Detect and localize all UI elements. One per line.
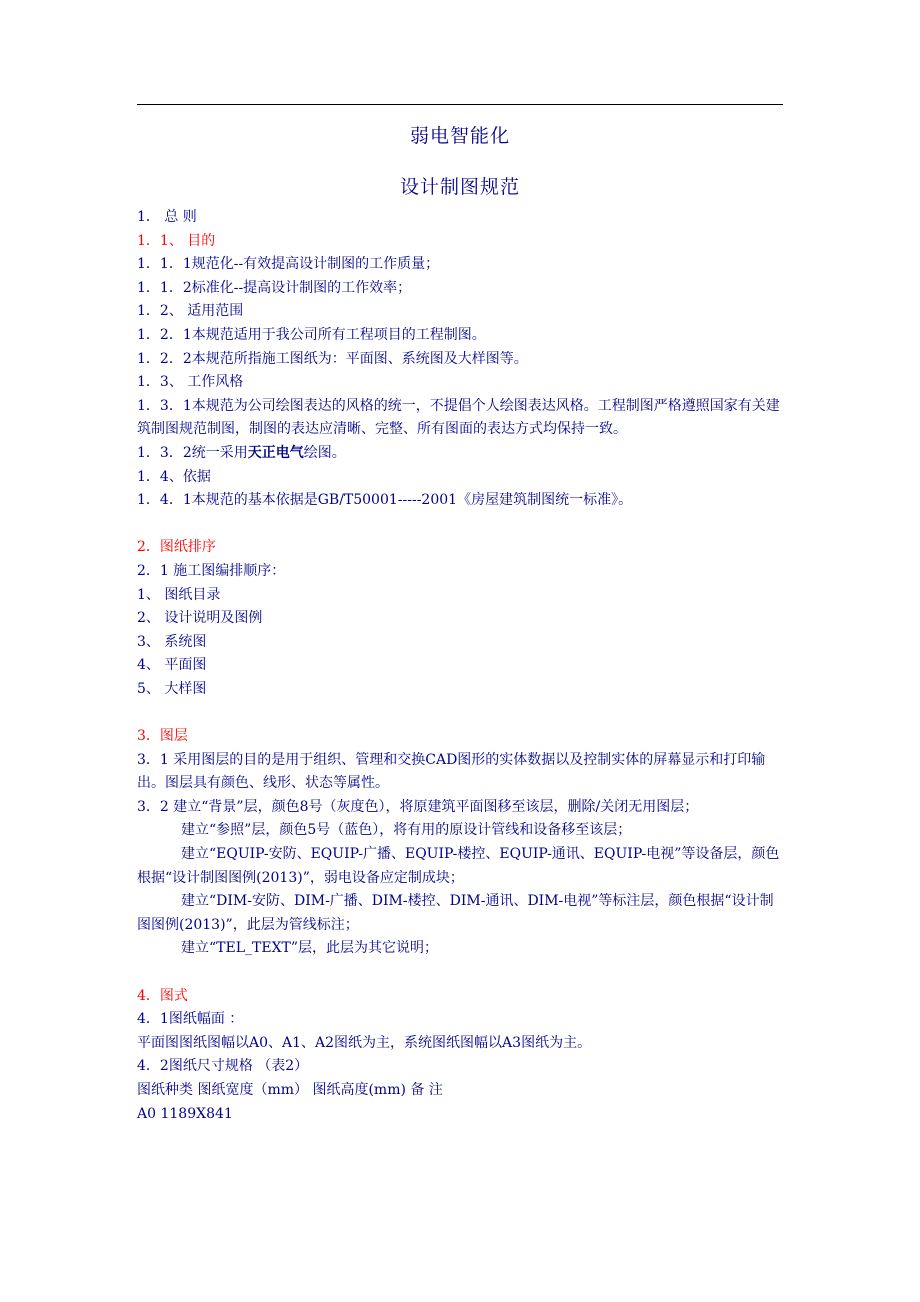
section2-heading: 2．图纸排序 <box>137 539 216 556</box>
section1-heading: 1． 总 则 <box>137 209 197 225</box>
document-title-line2: 设计制图规范 <box>399 176 520 198</box>
section1-3-2-suffix: 绘图。 <box>303 444 346 461</box>
table-header: 图纸种类 图纸宽度（mm） 图纸高度(mm) 备 注 <box>137 1081 443 1098</box>
section2-1: 2．1 施工图编排顺序： <box>137 562 286 579</box>
section3-1: 3．1 采用图层的目的是用于组织、管理和交换CAD图形的实体数据以及控制实体的屏幕显示和打印输出。图层具有颜色、线形、状态等属性。 <box>137 751 766 792</box>
list-item: 2、 设计说明及图例 <box>137 610 263 627</box>
layer-equip: 建立“EQUIP-安防、EQUIP-广播、EQUIP-楼控、EQUIP-通讯、EQUIP-电视”等设备层，颜色根据“设计制图图例(2013)”，弱电设备应定制成块； <box>137 846 780 886</box>
section1-4-heading: 1．4、依据 <box>137 468 211 485</box>
section4-1: 4．1图纸幅面 ： <box>137 1011 244 1028</box>
section4-heading: 4．图式 <box>137 987 188 1004</box>
section1-2-heading: 1．2、 适用范围 <box>137 303 244 320</box>
section1-3-1: 1．3．1本规范为公司绘图表达的风格的统一，不提倡个人绘图表达风格。工程制图严格遵照国家有关建筑制图规范制图，制图的表达应清晰、完整、所有图面的表达方式均保持一致。 <box>137 397 780 438</box>
document-body <box>137 206 787 1126</box>
section1-2-2: 1．2．2本规范所指施工图纸为：平面图、系统图及大样图等。 <box>137 350 528 367</box>
section4-2: 4．2图纸尺寸规格 （表2） <box>137 1058 309 1075</box>
spacer <box>137 961 787 985</box>
section1-3-2-prefix: 1．3．2统一采用 <box>137 444 248 461</box>
document-title-line1: 弱电智能化 <box>409 125 510 147</box>
list-item: 3、 系统图 <box>137 633 207 650</box>
section1-3-heading: 1．3、 工作风格 <box>137 374 244 391</box>
table-row: A0 1189X841 <box>137 1105 233 1122</box>
header-rule <box>137 104 783 105</box>
layer-tel-text: 建立“TEL_TEXT”层，此层为其它说明； <box>181 940 439 957</box>
section1-4-1: 1．4．1本规范的基本依据是GB/T50001-----2001《房屋建筑制图统一标准》。 <box>137 492 633 509</box>
section1-1-1: 1．1．1规范化--有效提高设计制图的工作质量； <box>137 256 440 273</box>
list-item: 5、 大样图 <box>137 680 207 697</box>
section1-2-1: 1．2．1本规范适用于我公司所有工程项目的工程制图。 <box>137 326 486 343</box>
section1-3-2 <box>137 442 787 466</box>
list-item: 4、 平面图 <box>137 657 207 674</box>
section1-1-heading: 1．1、 目的 <box>137 232 216 249</box>
section3-heading: 3．图层 <box>137 728 188 745</box>
spacer <box>137 513 787 537</box>
software-name: 天正电气 <box>247 444 304 461</box>
section3-2: 3．2 建立“背景”层，颜色8号（灰度色），将原建筑平面图移至该层，删除/关闭无用图层； <box>137 798 699 815</box>
layer-reference: 建立“参照”层，颜色5号（蓝色），将有用的原设计管线和设备移至该层； <box>181 822 632 839</box>
spacer <box>137 701 787 725</box>
section1-1-2: 1．1．2标准化--提高设计制图的工作效率； <box>137 279 412 296</box>
list-item: 1、 图纸目录 <box>137 586 221 603</box>
section4-1-text: 平面图图纸图幅以A0、A1、A2图纸为主，系统图纸图幅以A3图纸为主。 <box>137 1034 592 1051</box>
layer-dim: 建立“DIM-安防、DIM-广播、DIM-楼控、DIM-通讯、DIM-电视”等标注层，颜色根据“设计制图图例(2013)”，此层为管线标注； <box>137 893 774 933</box>
